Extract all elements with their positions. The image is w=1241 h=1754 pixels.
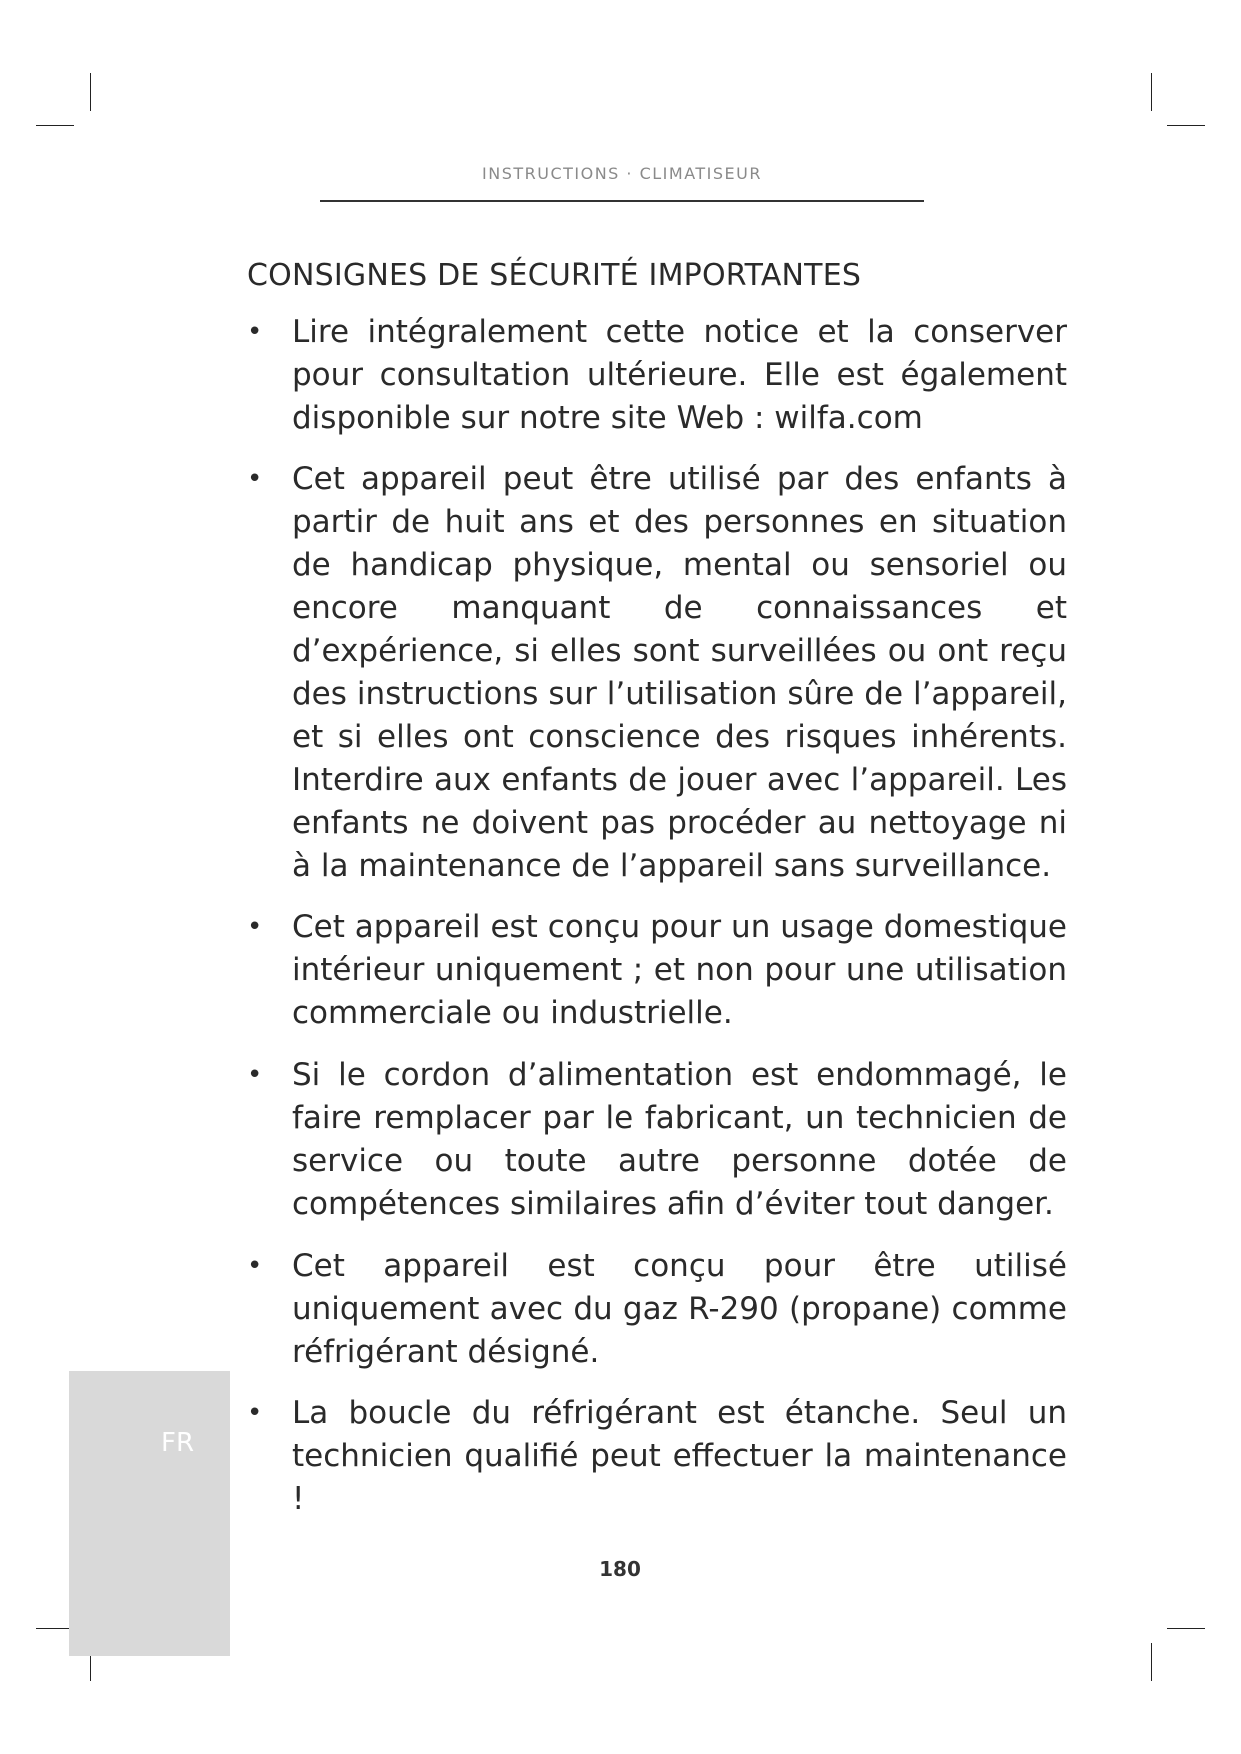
- crop-mark-bottom-right-h: [1167, 1628, 1205, 1629]
- running-header: INSTRUCTIONS · CLIMATISEUR: [482, 164, 762, 183]
- safety-item: [247, 1245, 1067, 1374]
- safety-item-text: Cet appareil est conçu pour un usage domestique intérieur uniquement ; et non pour une utilisation commerciale ou industrielle.: [292, 909, 1067, 1031]
- crop-mark-bottom-right-v: [1151, 1643, 1152, 1681]
- header-rule: [320, 200, 924, 202]
- bullet-icon: •: [247, 1398, 263, 1428]
- page-number: 180: [599, 1557, 641, 1581]
- safety-item-text: Cet appareil est conçu pour être utilisé uniquement avec du gaz R-290 (propane) comme réfrigérant désigné.: [292, 1248, 1067, 1370]
- bullet-icon: •: [247, 1251, 263, 1281]
- crop-mark-top-right-v: [1151, 73, 1152, 111]
- crop-mark-top-left-v: [90, 73, 91, 111]
- safety-item: [247, 311, 1067, 440]
- section-title: CONSIGNES DE SÉCURITÉ IMPORTANTES: [247, 258, 862, 293]
- bullet-icon: •: [247, 1060, 263, 1090]
- crop-mark-top-right-h: [1167, 125, 1205, 126]
- safety-item-text: Si le cordon d’alimentation est endommagé, le faire remplacer par le fabricant, un technicien de service ou toute autre personne dotée de compétences similaires afin d’éviter tout danger.: [292, 1057, 1067, 1222]
- safety-item-text: La boucle du réfrigérant est étanche. Seul un technicien qualifié peut effectuer la maintenance !: [292, 1395, 1067, 1517]
- safety-item: [247, 1392, 1067, 1521]
- bullet-icon: •: [247, 464, 263, 494]
- safety-item-text: Lire intégralement cette notice et la conserver pour consultation ultérieure. Elle est également disponible sur notre site Web : wilfa.com: [292, 314, 1067, 436]
- bullet-icon: •: [247, 317, 263, 347]
- language-tab: [69, 1371, 230, 1656]
- language-tab-label: FR: [161, 1428, 195, 1458]
- safety-item: [247, 906, 1067, 1035]
- safety-item-text: Cet appareil peut être utilisé par des enfants à partir de huit ans et des personnes en situation de handicap physique, mental ou sensoriel ou encore manquant de connaissances et d’expérience, si elles sont surveillées ou ont reçu des instructions sur l’utilisation sûre de l’appareil, et si elles ont conscience des risques inhérents. Interdire aux enfants de jouer avec l’appareil. Les enfants ne doivent pas procéder au nettoyage ni à la maintenance de l’appareil sans surveillance.: [292, 461, 1067, 884]
- safety-item: [247, 1054, 1067, 1226]
- safety-item: [247, 458, 1067, 888]
- crop-mark-top-left-h: [36, 125, 74, 126]
- bullet-icon: •: [247, 912, 263, 942]
